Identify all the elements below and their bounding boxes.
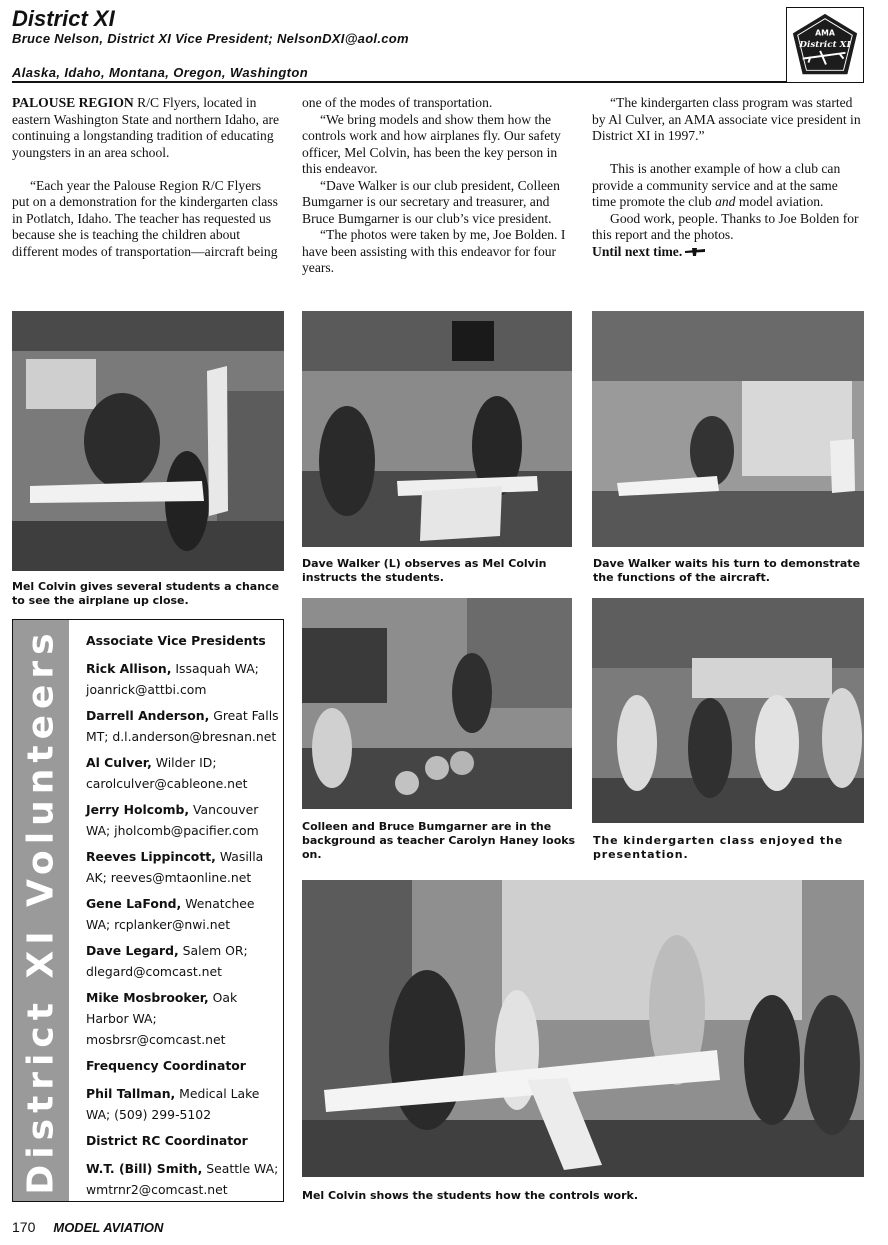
volunteers-side-label: District XI Volunteers (20, 626, 62, 1195)
volunteer-entry: W.T. (Bill) Smith, Seattle WA; wmtrnr2@comcast.net (86, 1161, 279, 1197)
heading-associate-vps: Associate Vice Presidents (86, 633, 266, 648)
volunteer-entry: Darrell Anderson, Great Falls MT; d.l.anderson@bresnan.net (86, 708, 279, 744)
photo-controls-demonstration (302, 880, 864, 1177)
photo-bumgarners-background (302, 598, 572, 809)
ama-district-logo (786, 7, 864, 83)
logo-district-text: District XI (799, 39, 851, 50)
caption-photo-5: The kindergarten class enjoyed the presentation. (593, 834, 844, 861)
article-column-2 (302, 95, 572, 277)
caption-photo-3: Dave Walker waits his turn to demonstrate the functions of the aircraft. (593, 557, 861, 584)
heading-rc-coordinator: District RC Coordinator (86, 1133, 248, 1148)
article-paragraph: “The kindergarten class program was started by Al Culver, an AMA associate vice president in District XI in 1997.” (592, 95, 861, 143)
article-paragraph: one of the modes of transportation. (302, 95, 493, 110)
header-rule (12, 81, 864, 83)
header-states: Alaska, Idaho, Montana, Oregon, Washington (12, 65, 309, 80)
article-paragraph: “The photos were taken by me, Joe Bolden. I have been assisting with this endeavor for four years. (302, 227, 566, 275)
article-lead: PALOUSE REGION (12, 95, 134, 110)
volunteer-entry: Al Culver, Wilder ID; carolculver@cableone.net (86, 755, 248, 791)
header-subtitle: Bruce Nelson, District XI Vice President; NelsonDXI@aol.com (12, 31, 409, 46)
ama-plane-icon (684, 247, 706, 257)
heading-frequency-coordinator: Frequency Coordinator (86, 1058, 246, 1073)
volunteer-entry: Rick Allison, Issaquah WA; joanrick@attbi.com (86, 661, 259, 697)
article-column-3 (592, 95, 864, 260)
photo-kindergarten-class (592, 598, 864, 823)
page-footer (12, 1219, 163, 1235)
closing-line: Until next time. (592, 244, 864, 261)
caption-photo-1: Mel Colvin gives several students a chance to see the airplane up close. (12, 580, 280, 607)
caption-photo-4: Colleen and Bruce Bumgarner are in the background as teacher Carolyn Haney looks on. (302, 820, 576, 861)
article-paragraph: This is another example of how a club can provide a community service and at the same time promote the club and model aviation. (592, 161, 841, 209)
volunteer-entry: Phil Tallman, Medical Lake WA; (509) 299-5102 (86, 1086, 260, 1122)
article-paragraph: R/C Flyers, located in eastern Washington State and northern Idaho, are continuing a longstanding tradition of educating youngsters in an area school. (12, 95, 280, 160)
volunteer-entry: Reeves Lippincott, Wasilla AK; reeves@mtaonline.net (86, 849, 264, 885)
volunteer-entry: Gene LaFond, Wenatchee WA; rcplanker@nwi.net (86, 896, 255, 932)
article-paragraph: Good work, people. Thanks to Joe Bolden for this report and the photos. (592, 210, 859, 242)
article-paragraph: “Dave Walker is our club president, Colleen Bumgarner is our secretary and treasurer, and Bruce Bumgarner is our club’s vice president. (302, 177, 560, 226)
magazine-name: MODEL AVIATION (53, 1220, 164, 1235)
volunteer-entry: Jerry Holcomb, Vancouver WA; jholcomb@pacifier.com (86, 802, 259, 838)
header-title: District XI (12, 6, 115, 31)
volunteers-side-banner (13, 620, 69, 1201)
photo-dave-walker-waits (592, 311, 864, 547)
page-number: 170 (12, 1219, 36, 1235)
article-paragraph: “We bring models and show them how the controls work and how airplanes fly. Our safety officer, Mel Colvin, has been the key person in this endeavor. (302, 111, 561, 176)
volunteer-entry: Mike Mosbrooker, Oak Harbor WA; mosbrsr@comcast.net (86, 990, 238, 1047)
logo-ama-text: AMA (815, 28, 835, 38)
article-column-1 (12, 95, 280, 260)
volunteer-entry: Dave Legard, Salem OR; dlegard@comcast.net (86, 943, 248, 979)
caption-photo-2: Dave Walker (L) observes as Mel Colvin instructs the students. (302, 557, 547, 584)
volunteers-list (86, 630, 282, 1205)
photo-mel-colvin-students (12, 311, 284, 571)
caption-photo-6: Mel Colvin shows the students how the controls work. (302, 1189, 638, 1202)
photo-dave-walker-observes (302, 311, 572, 547)
volunteers-box (12, 619, 284, 1202)
article-paragraph: “Each year the Palouse Region R/C Flyers put on a demonstration for the kindergarten class in Potlatch, Idaho. The teacher has requested us because she is teaching the children about different modes of transportation—aircraft being (12, 177, 278, 259)
